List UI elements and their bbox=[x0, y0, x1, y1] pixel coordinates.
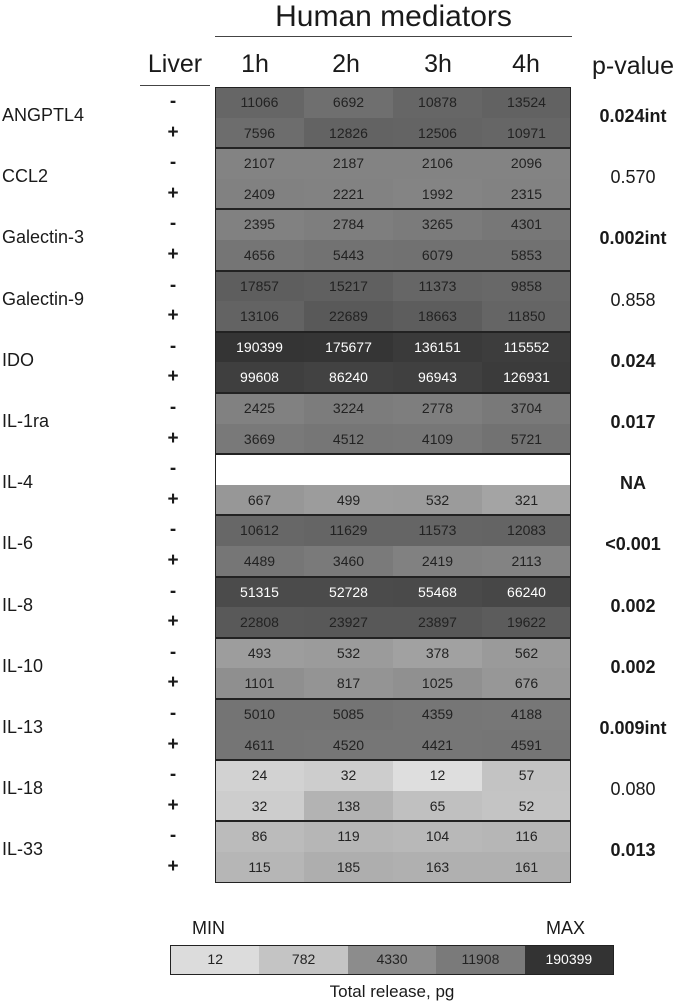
heatmap-cell: 10612 bbox=[215, 515, 304, 546]
heatmap-cell: 126931 bbox=[482, 362, 571, 393]
heatmap-cell: 32 bbox=[304, 760, 393, 791]
legend-stop: 782 bbox=[259, 946, 347, 974]
liver-sign-plus: + bbox=[167, 611, 179, 633]
pvalue-il-10: 0.002 bbox=[610, 656, 656, 677]
heatmap-cell: 23897 bbox=[393, 607, 482, 638]
heatmap-cell: 667 bbox=[215, 485, 304, 516]
heatmap-cell: 5010 bbox=[215, 699, 304, 730]
heatmap-cell: 4591 bbox=[482, 730, 571, 761]
pvalue-ccl2: 0.570 bbox=[610, 167, 656, 188]
heatmap-cell: 4188 bbox=[482, 699, 571, 730]
heatmap-cell: 2395 bbox=[215, 209, 304, 240]
heatmap-cell bbox=[215, 454, 304, 485]
mediator-label-ido: IDO bbox=[2, 349, 35, 370]
heatmap-cell: 6079 bbox=[393, 240, 482, 271]
heatmap-cell: 13524 bbox=[482, 87, 571, 118]
heatmap-cell: 4109 bbox=[393, 424, 482, 455]
mediator-label-il-33: IL-33 bbox=[2, 839, 44, 860]
heatmap-cell: 3669 bbox=[215, 424, 304, 455]
heatmap-cell: 57 bbox=[482, 760, 571, 791]
liver-sign-minus: - bbox=[169, 703, 177, 724]
heatmap-cell: 96943 bbox=[393, 362, 482, 393]
liver-sign-plus: + bbox=[167, 550, 179, 571]
mediator-label-ccl2: CCL2 bbox=[2, 166, 49, 187]
liver-sign-plus: + bbox=[167, 427, 179, 449]
heatmap-cell: 66240 bbox=[482, 577, 571, 608]
heatmap-cell: 55468 bbox=[393, 577, 482, 608]
heatmap-cell: 12826 bbox=[304, 118, 393, 149]
heatmap-cell: 3265 bbox=[393, 209, 482, 240]
pvalue-il-18: 0.080 bbox=[610, 779, 656, 800]
heatmap-cell: 1025 bbox=[393, 668, 482, 699]
heatmap-cell: 562 bbox=[482, 638, 571, 669]
mediator-label-angptl4: ANGPTL4 bbox=[2, 105, 85, 125]
heatmap-cell: 3224 bbox=[304, 393, 393, 424]
legend-max-label: MAX bbox=[546, 918, 586, 938]
heatmap-cell: 190399 bbox=[215, 332, 304, 363]
heatmap-cell: 2315 bbox=[482, 179, 571, 210]
heatmap-cell: 4489 bbox=[215, 546, 304, 577]
heatmap-cell: 4421 bbox=[393, 730, 482, 761]
heatmap-cell: 2425 bbox=[215, 393, 304, 424]
mediator-label-il-10: IL-10 bbox=[2, 655, 44, 676]
heatmap-cell: 2113 bbox=[482, 546, 571, 577]
heatmap-cell: 2096 bbox=[482, 148, 571, 179]
liver-sign-minus: - bbox=[169, 152, 177, 174]
mediator-label-il-1ra: IL-1ra bbox=[2, 411, 50, 431]
heatmap-cell: 2409 bbox=[215, 179, 304, 210]
heatmap-cell: 5721 bbox=[482, 424, 571, 455]
heatmap-cell: 11573 bbox=[393, 515, 482, 546]
column-header-2h: 2h bbox=[332, 50, 360, 78]
title-underline bbox=[215, 36, 572, 37]
liver-sign-minus: - bbox=[169, 274, 177, 296]
liver-sign-minus: - bbox=[169, 458, 177, 480]
heatmap-cell: 532 bbox=[393, 485, 482, 516]
heatmap-cell: 2778 bbox=[393, 393, 482, 424]
column-header-4h: 4h bbox=[512, 50, 540, 78]
liver-sign-plus: + bbox=[167, 856, 179, 877]
heatmap-cell: 17857 bbox=[215, 271, 304, 302]
liver-header-underline bbox=[140, 85, 210, 86]
heatmap-cell: 161 bbox=[482, 852, 571, 883]
heatmap-cell: 499 bbox=[304, 485, 393, 516]
heatmap-cell: 2107 bbox=[215, 148, 304, 179]
heatmap-cell: 86 bbox=[215, 821, 304, 852]
mediator-label-galectin-3: Galectin-3 bbox=[2, 227, 85, 248]
liver-sign-minus: - bbox=[169, 519, 177, 541]
mediator-label-il-8: IL-8 bbox=[2, 594, 34, 615]
heatmap-cell: 3460 bbox=[304, 546, 393, 577]
heatmap-cell: 11373 bbox=[393, 271, 482, 302]
legend-stop: 4330 bbox=[348, 946, 436, 974]
heatmap-cell: 115 bbox=[215, 852, 304, 883]
mediator-label-il-18: IL-18 bbox=[2, 778, 44, 799]
mediator-label-il-6: IL-6 bbox=[2, 533, 34, 554]
mediator-label-il-4: IL-4 bbox=[2, 472, 34, 493]
pvalue-angptl4: 0.024int bbox=[599, 106, 667, 126]
heatmap-cell: 4512 bbox=[304, 424, 393, 455]
column-header-3h: 3h bbox=[424, 50, 452, 78]
heatmap-cell: 23927 bbox=[304, 607, 393, 638]
pvalue-galectin-3: 0.002int bbox=[599, 228, 667, 249]
liver-sign-minus: - bbox=[169, 213, 177, 235]
heatmap-cell: 65 bbox=[393, 791, 482, 822]
heatmap-cell: 51315 bbox=[215, 577, 304, 608]
heatmap-cell: 321 bbox=[482, 485, 571, 516]
heatmap-cell: 10878 bbox=[393, 87, 482, 118]
heatmap-cell: 1101 bbox=[215, 668, 304, 699]
liver-sign-minus: - bbox=[169, 825, 177, 847]
pvalue-galectin-9: 0.858 bbox=[610, 289, 656, 310]
heatmap-cell: 10971 bbox=[482, 118, 571, 149]
liver-sign-minus: - bbox=[169, 91, 177, 112]
liver-sign-plus: + bbox=[167, 672, 179, 694]
liver-sign-plus: + bbox=[167, 244, 179, 265]
pvalue-il-8: 0.002 bbox=[610, 595, 656, 616]
heatmap-cell: 9858 bbox=[482, 271, 571, 302]
liver-sign-plus: + bbox=[167, 794, 179, 816]
heatmap-cell: 676 bbox=[482, 668, 571, 699]
heatmap-cell: 7596 bbox=[215, 118, 304, 149]
pvalue-column-header: p-value bbox=[592, 52, 674, 80]
heatmap-cell: 19622 bbox=[482, 607, 571, 638]
heatmap-cell: 4520 bbox=[304, 730, 393, 761]
heatmap-cell: 119 bbox=[304, 821, 393, 852]
heatmap-cell: 11850 bbox=[482, 301, 571, 332]
heatmap-cell: 24 bbox=[215, 760, 304, 791]
heatmap-cell: 175677 bbox=[304, 332, 393, 363]
heatmap-cell: 11066 bbox=[215, 87, 304, 118]
pvalue-il-4: NA bbox=[620, 473, 646, 494]
heatmap-cell: 2784 bbox=[304, 209, 393, 240]
heatmap-cell: 2106 bbox=[393, 148, 482, 179]
heatmap-cell: 4359 bbox=[393, 699, 482, 730]
heatmap-cell: 12 bbox=[393, 760, 482, 791]
mediator-label-galectin-9: Galectin-9 bbox=[2, 288, 85, 309]
heatmap-cell: 5853 bbox=[482, 240, 571, 271]
heatmap-cell: 12083 bbox=[482, 515, 571, 546]
heatmap-cell: 5085 bbox=[304, 699, 393, 730]
heatmap-cell: 493 bbox=[215, 638, 304, 669]
heatmap-cell: 532 bbox=[304, 638, 393, 669]
legend-stop: 190399 bbox=[525, 946, 613, 974]
heatmap-cell bbox=[393, 454, 482, 485]
liver-sign-minus: - bbox=[169, 764, 177, 786]
heatmap-cell: 6692 bbox=[304, 87, 393, 118]
heatmap-cell: 116 bbox=[482, 821, 571, 852]
heatmap-cell: 4611 bbox=[215, 730, 304, 761]
heatmap-cell: 18663 bbox=[393, 301, 482, 332]
liver-sign-plus: + bbox=[167, 366, 179, 388]
heatmap-cell: 136151 bbox=[393, 332, 482, 363]
heatmap-cell: 378 bbox=[393, 638, 482, 669]
liver-sign-minus: - bbox=[169, 397, 177, 418]
heatmap-cell: 2187 bbox=[304, 148, 393, 179]
chart-title: Human mediators bbox=[275, 0, 512, 33]
heatmap-cell bbox=[304, 454, 393, 485]
liver-sign-plus: + bbox=[167, 733, 179, 755]
heatmap-cell: 138 bbox=[304, 791, 393, 822]
heatmap-cell: 15217 bbox=[304, 271, 393, 302]
heatmap-cell: 3704 bbox=[482, 393, 571, 424]
heatmap-cell: 115552 bbox=[482, 332, 571, 363]
heatmap-cell bbox=[482, 454, 571, 485]
heatmap-cell: 185 bbox=[304, 852, 393, 883]
legend-axis-label: Total release, pg bbox=[329, 982, 455, 1001]
heatmap-cell: 22808 bbox=[215, 607, 304, 638]
liver-sign-minus: - bbox=[169, 335, 177, 357]
column-header-1h: 1h bbox=[241, 50, 269, 78]
liver-sign-plus: + bbox=[167, 488, 179, 510]
liver-sign-plus: + bbox=[167, 182, 179, 204]
heatmap-cell: 12506 bbox=[393, 118, 482, 149]
heatmap-cell: 104 bbox=[393, 821, 482, 852]
liver-sign-plus: + bbox=[167, 121, 179, 143]
mediator-label-il-13: IL-13 bbox=[2, 717, 44, 737]
pvalue-il-6: <0.001 bbox=[605, 534, 661, 555]
pvalue-il-1ra: 0.017 bbox=[610, 412, 656, 432]
heatmap-cell: 13106 bbox=[215, 301, 304, 332]
liver-sign-plus: + bbox=[167, 305, 179, 327]
heatmap-cell: 11629 bbox=[304, 515, 393, 546]
legend-color-bar bbox=[170, 945, 614, 975]
heatmap-cell: 817 bbox=[304, 668, 393, 699]
liver-column-header: Liver bbox=[147, 50, 203, 78]
heatmap-cell: 4656 bbox=[215, 240, 304, 271]
pvalue-il-33: 0.013 bbox=[610, 840, 656, 861]
legend-stop: 11908 bbox=[436, 946, 524, 974]
heatmap-cell: 52 bbox=[482, 791, 571, 822]
heatmap-cell: 5443 bbox=[304, 240, 393, 271]
liver-sign-minus: - bbox=[169, 641, 177, 663]
legend-min-label: MIN bbox=[192, 918, 225, 938]
heatmap-cell: 22689 bbox=[304, 301, 393, 332]
heatmap-cell: 2419 bbox=[393, 546, 482, 577]
liver-sign-minus: - bbox=[169, 580, 177, 602]
heatmap-cell: 99608 bbox=[215, 362, 304, 393]
pvalue-ido: 0.024 bbox=[610, 350, 656, 371]
legend-stop: 12 bbox=[171, 946, 259, 974]
heatmap-cell: 163 bbox=[393, 852, 482, 883]
heatmap-cell: 32 bbox=[215, 791, 304, 822]
heatmap-cell: 52728 bbox=[304, 577, 393, 608]
heatmap-cell: 1992 bbox=[393, 179, 482, 210]
heatmap-cell: 2221 bbox=[304, 179, 393, 210]
pvalue-il-13: 0.009int bbox=[599, 718, 667, 738]
heatmap-cell: 4301 bbox=[482, 209, 571, 240]
heatmap-cell: 86240 bbox=[304, 362, 393, 393]
